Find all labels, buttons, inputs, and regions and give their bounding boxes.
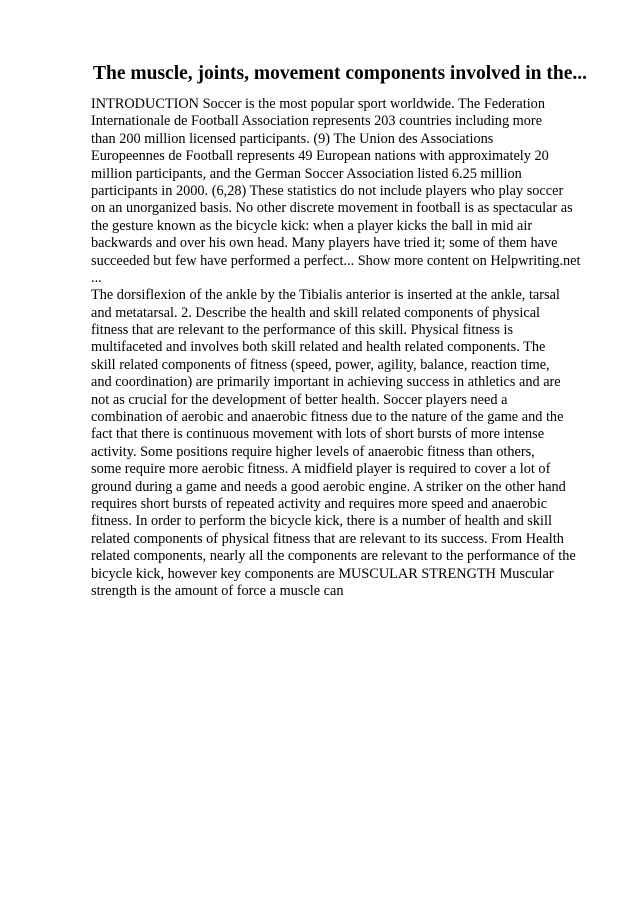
body-line-show-more[interactable]: succeeded but few have performed a perfect... Show more content on Helpwriting.net xyxy=(91,252,581,269)
body-line: activity. Some positions require higher levels of anaerobic fitness than others, xyxy=(91,443,535,460)
body-line: participants in 2000. (6,28) These statistics do not include players who play soccer xyxy=(91,182,564,199)
body-line: multifaceted and involves both skill related and health related components. The xyxy=(91,339,546,356)
body-line-ellipsis: ... xyxy=(91,269,102,286)
body-line: million participants, and the German Soccer Association listed 6.25 million xyxy=(91,165,522,182)
body-line: strength is the amount of force a muscle can xyxy=(91,582,344,599)
body-line: than 200 million licensed participants. (9) The Union des Associations xyxy=(91,130,494,147)
body-line: related components of physical fitness that are relevant to its success. From Health xyxy=(91,530,564,547)
body-line: on an unorganized basis. No other discrete movement in football is as spectacular as xyxy=(91,200,573,217)
body-line: The dorsiflexion of the ankle by the Tibialis anterior is inserted at the ankle, tarsal xyxy=(91,287,560,304)
body-line: the gesture known as the bicycle kick: when a player kicks the ball in mid air xyxy=(91,217,533,234)
body-line: bicycle kick, however key components are MUSCULAR STRENGTH Muscular xyxy=(91,565,554,582)
body-line: related components, nearly all the components are relevant to the performance of the xyxy=(91,548,576,565)
body-line: and metatarsal. 2. Describe the health and skill related components of physical xyxy=(91,304,541,321)
body-line: INTRODUCTION Soccer is the most popular sport worldwide. The Federation xyxy=(91,96,545,112)
body-line: Europeennes de Football represents 49 European nations with approximately 20 xyxy=(91,148,549,165)
body-line: ground during a game and needs a good aerobic engine. A striker on the other hand xyxy=(91,478,566,495)
body-line: skill related components of fitness (speed, power, agility, balance, reaction time, xyxy=(91,356,550,373)
body-line: Internationale de Football Association represents 203 countries including more xyxy=(91,113,543,130)
body-line: some require more aerobic fitness. A midfield player is required to cover a lot of xyxy=(91,461,551,478)
body-line: not as crucial for the development of better health. Soccer players need a xyxy=(91,391,508,408)
body-line: combination of aerobic and anaerobic fitness due to the nature of the game and the xyxy=(91,409,564,426)
body-line: backwards and over his own head. Many players have tried it; some of them have xyxy=(91,235,558,252)
body-line: fact that there is continuous movement with lots of short bursts of more intense xyxy=(91,426,545,443)
document-title: The muscle, joints, movement components involved in the... xyxy=(93,63,587,84)
body-line: fitness. In order to perform the bicycle kick, there is a number of health and skill xyxy=(91,513,552,530)
body-line: fitness that are relevant to the performance of this skill. Physical fitness is xyxy=(91,322,514,339)
document-body xyxy=(91,96,591,600)
body-line: requires short bursts of repeated activity and requires more speed and anaerobic xyxy=(91,495,548,512)
body-line: and coordination) are primarily important in achieving success in athletics and are xyxy=(91,374,561,391)
